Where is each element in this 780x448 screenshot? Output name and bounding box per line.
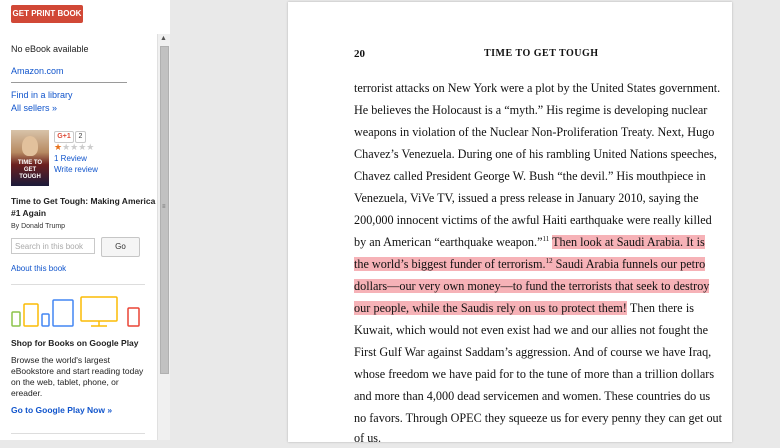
grip-icon: ≡ xyxy=(162,204,166,210)
running-head: TIME TO GET TOUGH xyxy=(484,48,599,59)
highlighted-text xyxy=(354,257,705,271)
star-filled-icon: ★ xyxy=(54,142,63,152)
plain-text: by an American “earthquake weapon.” xyxy=(354,235,543,249)
no-ebook-label: No eBook available xyxy=(11,44,89,54)
book-title-line1: Time to Get Tough: Making America xyxy=(11,196,156,206)
page-number: 20 xyxy=(354,48,365,60)
phone-green-icon xyxy=(12,312,20,326)
text-line: He believes the Holocaust is a “myth.” His regime is developing nuclear xyxy=(354,103,708,117)
text-line xyxy=(354,232,705,252)
book-title-line2: #1 Again xyxy=(11,208,47,218)
text-line: Chavez’s Venezuela. During one of his rambling United Nations speeches, xyxy=(354,147,717,161)
search-go-button[interactable]: Go xyxy=(101,237,140,257)
plain-text: Then there is xyxy=(629,301,695,315)
divider xyxy=(11,284,145,285)
text-line: Kuwait, which would not even exist had we and our allies not fought the xyxy=(354,323,709,337)
text-line: and more than 4,000 dead servicemen and women. These countries do us xyxy=(354,389,711,403)
scroll-up-arrow-icon[interactable]: ▲ xyxy=(160,35,167,42)
highlighted-text: our people, while the Saudis rely on us to protect them! xyxy=(354,301,627,315)
reviews-link[interactable]: 1 Review xyxy=(54,154,87,163)
book-cover-image[interactable] xyxy=(11,130,49,186)
footnote-ref[interactable]: 12 xyxy=(545,256,553,265)
sidebar xyxy=(0,0,170,440)
highlighted-text: dollars—our very own money—to fund the terrorists that seek to destroy xyxy=(354,279,710,293)
book-page xyxy=(288,2,732,445)
footnote-ref[interactable]: 11 xyxy=(542,234,550,243)
text-line: Venezuela, ViVe TV, issued a press release in January 2010, saying the xyxy=(354,191,699,205)
tablet-yellow-icon xyxy=(24,304,38,326)
book-author: By Donald Trump xyxy=(11,223,66,230)
sidebar-scrollbar[interactable] xyxy=(157,34,170,440)
search-in-book-input[interactable] xyxy=(11,238,95,254)
cover-portrait xyxy=(22,136,38,156)
find-in-library-link[interactable]: Find in a library xyxy=(11,90,73,100)
cover-title-text: TIME TO GET TOUGH xyxy=(17,160,43,180)
devices-illustration xyxy=(11,296,146,330)
highlighted-segment: the world’s biggest funder of terrorism. xyxy=(354,257,546,271)
scroll-thumb[interactable] xyxy=(160,46,169,374)
text-line: Chavez called President George W. Bush “the devil.” His mouthpiece in xyxy=(354,169,706,183)
phone-blue-icon xyxy=(42,314,49,326)
monitor-icon xyxy=(81,297,117,321)
text-line: no favors. Through OPEC they squeeze us for every penny they can get out xyxy=(354,411,723,425)
shop-heading: Shop for Books on Google Play xyxy=(11,338,139,348)
text-line: First Gulf War against Saddam’s aggression. And of course we have Iraq, xyxy=(354,345,712,359)
divider xyxy=(11,82,127,83)
star-rating xyxy=(54,143,94,152)
text-line: weapons in violation of the Nuclear Non-Proliferation Treaty. Next, Hugo xyxy=(354,125,715,139)
plus-one-count: 2 xyxy=(75,131,86,143)
highlighted-text: Then look at Saudi Arabia. It is xyxy=(552,235,705,249)
all-sellers-link[interactable]: All sellers » xyxy=(11,103,58,113)
amazon-link[interactable]: Amazon.com xyxy=(11,66,64,76)
highlighted-segment: Saudi Arabia funnels our petro xyxy=(555,257,706,271)
text-line xyxy=(354,254,706,274)
ereader-red-icon xyxy=(128,308,139,326)
go-to-google-play-link[interactable]: Go to Google Play Now » xyxy=(11,405,113,415)
text-line: whose freedom we have paid for to the tune of more than a trillion dollars xyxy=(354,367,715,381)
sidebar-content xyxy=(0,0,157,440)
browse-text-line2: eBookstore and start reading today xyxy=(11,366,144,376)
text-line xyxy=(354,276,710,296)
text-line: terrorist attacks on New York were a plot by the United States government. xyxy=(354,81,721,95)
divider xyxy=(11,433,145,434)
star-empty-icon: ★★★★ xyxy=(62,142,95,152)
browse-text-line3: on the web, tablet, phone, or xyxy=(11,377,119,387)
text-line: of us. xyxy=(354,431,382,445)
browse-text-line1: Browse the world's largest xyxy=(11,355,110,365)
google-plus-one-button[interactable]: G+1 xyxy=(54,131,74,143)
text-line: 200,000 innocent victims of the awful Haiti earthquake were really killed xyxy=(354,213,712,227)
write-review-link[interactable]: Write review xyxy=(54,165,98,174)
get-print-book-button[interactable]: GET PRINT BOOK xyxy=(11,5,83,23)
about-this-book-link[interactable]: About this book xyxy=(11,264,67,273)
tablet-blue-icon xyxy=(53,300,73,326)
browse-text-line4: ereader. xyxy=(11,388,43,398)
text-line xyxy=(354,298,694,318)
